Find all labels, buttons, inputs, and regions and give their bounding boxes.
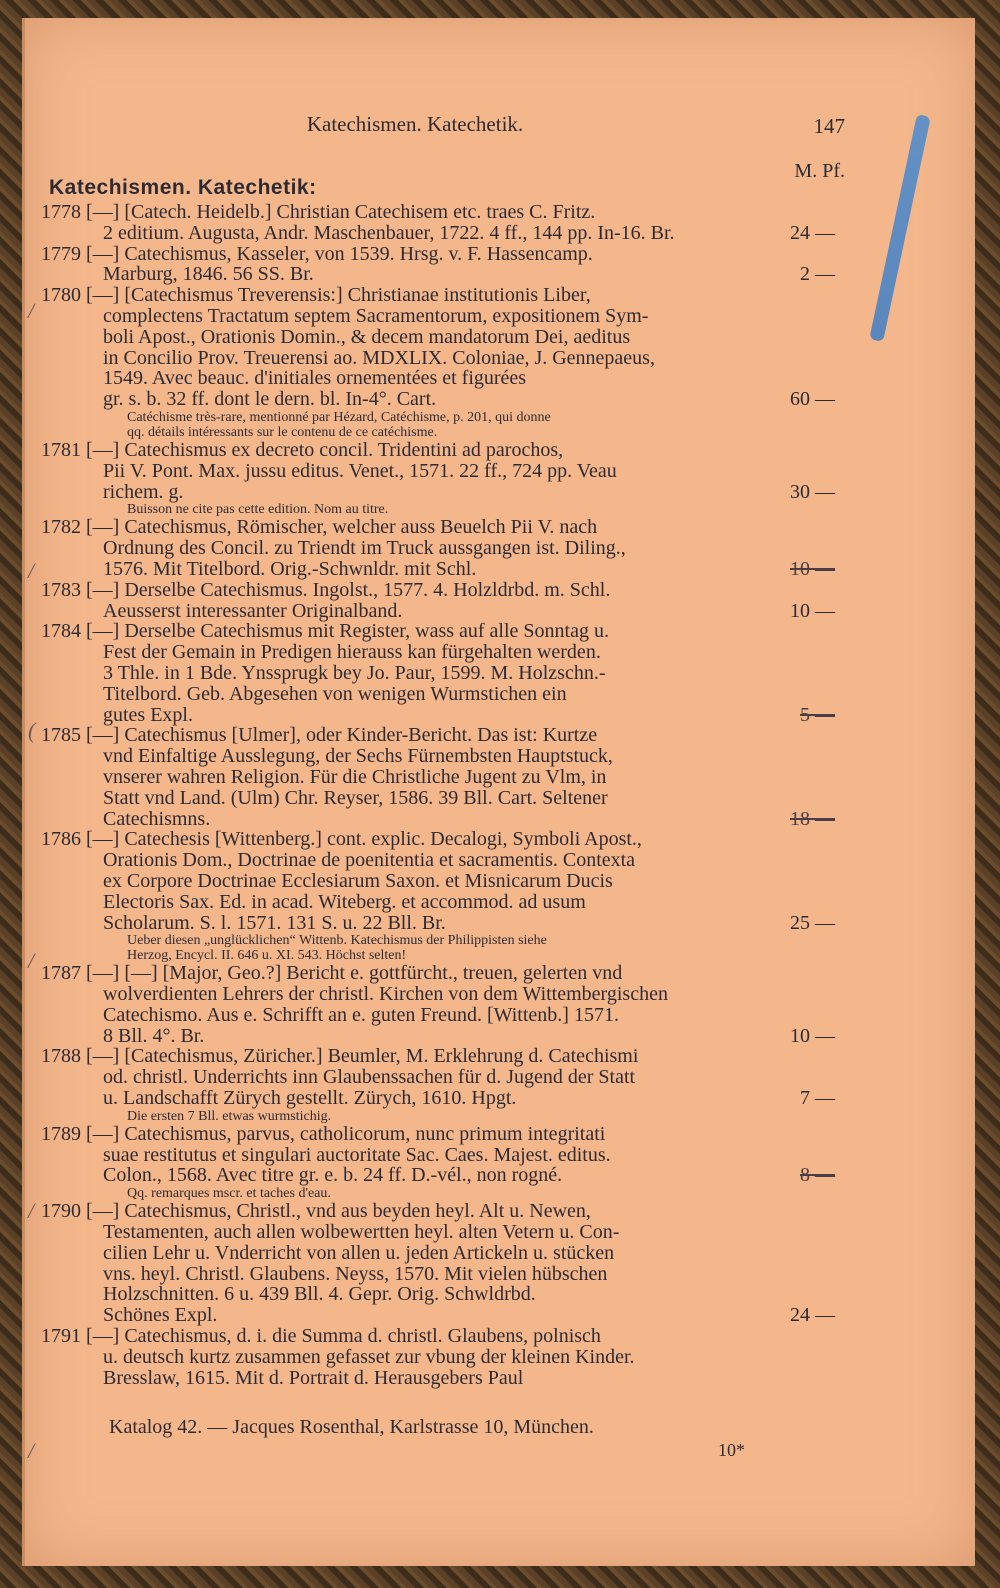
entry-line xyxy=(35,1368,835,1389)
entry-line-text: 1785 [—] Catechismus [Ulmer], oder Kinder-Bericht. Das ist: Kurtze xyxy=(41,724,598,747)
page-number: 147 xyxy=(813,114,845,138)
entry-line xyxy=(35,892,835,913)
entry-line-text: 1788 [—] [Catechismus, Züricher.] Beumler, M. Erklehrung d. Catechismi xyxy=(41,1045,639,1068)
running-title: Katechismen. Katechetik. xyxy=(306,112,524,136)
entry-line-text: 1786 [—] Catechesis [Wittenberg.] cont. explic. Decalogi, Symboli Apost., xyxy=(41,828,642,851)
entry-line xyxy=(35,306,835,327)
entry-line-text: 1789 [—] Catechismus, parvus, catholicorum, nunc primum integritati xyxy=(41,1122,606,1145)
entry-first-line xyxy=(35,580,835,601)
entry-price: 10 — xyxy=(790,599,835,622)
page-footer: Katalog 42. — Jacques Rosenthal, Karlstrasse 10, München. xyxy=(109,1416,594,1438)
entry-line xyxy=(35,223,835,244)
entry-line-text: Holzschnitten. 6 u. 439 Bll. 4. Gepr. Orig. Schwldrbd. xyxy=(103,1283,536,1306)
entry-line xyxy=(35,984,835,1005)
entry-line-text: 2 editium. Augusta, Andr. Maschenbauer, 1722. 4 ff., 144 pp. In-16. Br. xyxy=(103,221,675,244)
entry-note: Catéchisme très-rare, mentionné par Hézard, Catéchisme, p. 201, qui donne xyxy=(127,409,551,425)
entry-first-line xyxy=(35,285,835,306)
entry-line xyxy=(35,788,835,809)
entry-line-text: 1779 [—] Catechismus, Kasseler, von 1539. Hrsg. v. F. Hassencamp. xyxy=(41,242,593,265)
entry-line xyxy=(35,1264,835,1285)
entry-note: Herzog, Encycl. II. 646 u. XI. 543. Höchst selten! xyxy=(127,948,407,964)
entry-line xyxy=(35,1222,835,1243)
entry-line xyxy=(35,327,835,348)
catalog-entry xyxy=(35,725,835,829)
catalog-entry xyxy=(35,963,835,1046)
entry-line-text: Bresslaw, 1615. Mit d. Portrait d. Herausgebers Paul xyxy=(103,1366,524,1389)
entry-line xyxy=(35,559,835,580)
entry-line-text: Ordnung des Concil. zu Triendt im Truck aussgangen ist. Diling., xyxy=(103,537,626,560)
catalog-entry xyxy=(35,1326,835,1388)
entry-line-text: richem. g. xyxy=(103,480,184,503)
entry-line-text: Aeusserst interessanter Originalband. xyxy=(103,599,403,622)
page-header xyxy=(25,112,975,142)
entry-line-text: ex Corpore Doctrinae Ecclesiarum Saxon. et Misnicarum Ducis xyxy=(103,869,613,892)
entry-first-line xyxy=(35,829,835,850)
catalog-entry xyxy=(35,202,835,244)
entry-line-text: in Concilio Prov. Treuerensi ao. MDXLIX. Coloniae, J. Gennepaeus, xyxy=(103,346,655,369)
catalog-entry xyxy=(35,244,835,286)
entry-line-text: Catechismns. xyxy=(103,807,211,830)
entry-line-text: Statt vnd Land. (Ulm) Chr. Reyser, 1586. 39 Bll. Cart. Seltener xyxy=(103,786,608,809)
entry-line xyxy=(35,1005,835,1026)
entry-line-text: 1790 [—] Catechismus, Christl., vnd aus beyden heyl. Alt u. Newen, xyxy=(41,1200,591,1223)
entry-price: 2 — xyxy=(800,263,835,286)
catalog-page xyxy=(22,18,975,1566)
entry-line xyxy=(35,482,835,503)
entry-first-line xyxy=(35,1124,835,1145)
entry-line-text: gr. s. b. 32 ff. dont le dern. bl. In-4°. Cart. xyxy=(103,388,437,411)
entry-first-line xyxy=(35,1326,835,1347)
entry-line xyxy=(35,1088,835,1109)
entry-line-text: Testamenten, auch allen wolbewertten heyl. alten Vetern u. Con- xyxy=(103,1221,620,1244)
entry-line-text: 1784 [—] Derselbe Catechismus mit Register, wass auf alle Sonntag u. xyxy=(41,620,609,643)
entry-line-text: 3 Thle. in 1 Bde. Ynssprugk bey Jo. Paur, 1599. M. Holzschn.- xyxy=(103,661,606,684)
catalog-entry xyxy=(35,285,835,440)
entry-line xyxy=(35,809,835,830)
entry-line xyxy=(35,871,835,892)
entry-first-line xyxy=(35,1046,835,1067)
entry-line xyxy=(35,1067,835,1088)
entry-line-text: complectens Tractatum septem Sacramentorum, expositionem Sym- xyxy=(103,304,649,327)
entry-line xyxy=(35,913,835,934)
catalog-entry xyxy=(35,1201,835,1326)
entry-line-text: Titelbord. Geb. Abgesehen von wenigen Wurmstichen ein xyxy=(103,682,567,705)
entry-line-text: Pii V. Pont. Max. jussu editus. Venet., 1571. 22 ff., 724 pp. Veau xyxy=(103,459,617,482)
entry-price: 24 — xyxy=(790,1304,835,1327)
entry-price: 24 — xyxy=(790,221,835,244)
margin-pencil-marks: / / ( / / / xyxy=(28,298,36,1463)
entry-line xyxy=(35,1305,835,1326)
entry-line xyxy=(35,461,835,482)
entry-first-line xyxy=(35,1201,835,1222)
entry-line xyxy=(35,850,835,871)
price-column-head: M. Pf. xyxy=(794,160,845,182)
entry-line xyxy=(35,368,835,389)
entry-line-text: Catechismo. Aus e. Schrifft an e. guten Freund. [Wittenb.] 1571. xyxy=(103,1003,619,1026)
entry-line xyxy=(35,642,835,663)
entry-line-text: Colon., 1568. Avec titre gr. e. b. 24 ff. D.-vél., non rogné. xyxy=(103,1164,563,1187)
entry-line xyxy=(35,348,835,369)
entry-note: Qq. remarques mscr. et taches d'eau. xyxy=(127,1186,331,1202)
entry-price: 60 — xyxy=(790,388,835,411)
entry-line-text: 1780 [—] [Catechismus Treverensis:] Christianae institutionis Liber, xyxy=(41,284,591,307)
section-title: Katechismen. Katechetik: xyxy=(49,176,317,199)
entry-line-text: 1778 [—] [Catech. Heidelb.] Christian Catechisem etc. traes C. Fritz. xyxy=(41,201,596,223)
entry-line-text: 1783 [—] Derselbe Catechismus. Ingolst., 1577. 4. Holzldrbd. m. Schl. xyxy=(41,578,611,601)
entry-line xyxy=(35,1243,835,1264)
catalog-entry xyxy=(35,440,835,517)
entry-line-text: Orationis Dom., Doctrinae de poenitentia et sacramentis. Contexta xyxy=(103,849,636,872)
entry-line xyxy=(35,746,835,767)
entry-line-text: Marburg, 1846. 56 SS. Br. xyxy=(103,263,314,286)
entry-price: 10 — xyxy=(790,557,835,580)
entry-line xyxy=(35,663,835,684)
entry-line-text: u. Landschafft Zürych gestellt. Zürych, 1610. Hpgt. xyxy=(103,1087,517,1110)
entry-line-text: 1782 [—] Catechismus, Römischer, welcher auss Beuelch Pii V. nach xyxy=(41,516,598,539)
entry-first-line xyxy=(35,244,835,265)
entry-line-text: gutes Expl. xyxy=(103,703,193,726)
entry-note: Buisson ne cite pas cette edition. Nom au titre. xyxy=(127,502,389,518)
entry-line xyxy=(35,538,835,559)
entry-first-line xyxy=(35,517,835,538)
entry-line-text: wolverdienten Lehrers der christl. Kirchen von dem Wittembergischen xyxy=(103,983,668,1006)
entry-line-text: 1781 [—] Catechismus ex decreto concil. Tridentini ad parochos, xyxy=(41,438,564,461)
entry-price: 25 — xyxy=(790,911,835,934)
entry-note: qq. détails intéressants sur le contenu de ce catéchisme. xyxy=(127,424,438,440)
catalog-entry xyxy=(35,580,835,622)
entry-first-line xyxy=(35,202,835,223)
entry-first-line xyxy=(35,963,835,984)
entry-note: Die ersten 7 Bll. etwas wurmstichig. xyxy=(127,1108,332,1124)
catalog-entry xyxy=(35,829,835,963)
entry-line-text: Schönes Expl. xyxy=(103,1304,218,1327)
catalog-entry xyxy=(35,517,835,579)
entry-line-text: boli Apost., Orationis Domin., & decem mandatorum Dei, aeditus xyxy=(103,325,631,348)
catalog-entry xyxy=(35,1046,835,1123)
entry-line-text: suae restitutus et singulari auctoritate Sac. Caes. Majest. editus. xyxy=(103,1143,611,1166)
blue-pencil-mark xyxy=(869,114,931,342)
catalog-entries xyxy=(35,202,835,1388)
entry-line xyxy=(35,1145,835,1166)
entry-line xyxy=(35,389,835,410)
entry-first-line xyxy=(35,440,835,461)
entry-price: 18 — xyxy=(790,807,835,830)
entry-line-text: 1549. Avec beauc. d'initiales ornementées et figurées xyxy=(103,367,527,390)
entry-line-text: vnserer wahren Religion. Für die Christliche Jugent zu Vlm, in xyxy=(103,765,607,788)
entry-line-text: Scholarum. S. l. 1571. 131 S. u. 22 Bll. Br. xyxy=(103,911,446,934)
entry-price: 5 — xyxy=(800,703,835,726)
entry-line xyxy=(35,705,835,726)
catalog-entry xyxy=(35,1124,835,1201)
entry-line-text: Electoris Sax. Ed. in acad. Witeberg. et accommod. ad usum xyxy=(103,890,586,913)
entry-line-text: Fest der Gemain in Predigen hierauss kan fürgehalten werden. xyxy=(103,641,601,664)
entry-price: 10 — xyxy=(790,1024,835,1047)
entry-line xyxy=(35,684,835,705)
signature-mark: 10* xyxy=(718,1440,745,1460)
entry-price: 8 — xyxy=(800,1164,835,1187)
entry-line-text: 1576. Mit Titelbord. Orig.-Schwnldr. mit Schl. xyxy=(103,557,477,580)
entry-line xyxy=(35,1347,835,1368)
entry-price: 30 — xyxy=(790,480,835,503)
entry-line-text: cilien Lehr u. Vnderricht von allen u. jeden Artickeln u. stücken xyxy=(103,1241,615,1264)
catalog-entry xyxy=(35,621,835,725)
entry-line xyxy=(35,601,835,622)
entry-line xyxy=(35,1165,835,1186)
entry-line xyxy=(35,264,835,285)
entry-note: Ueber diesen „unglücklichen“ Wittenb. Katechismus der Philippisten siehe xyxy=(127,933,547,949)
entry-price: 7 — xyxy=(800,1087,835,1110)
entry-line-text: 1791 [—] Catechismus, d. i. die Summa d. christl. Glaubens, polnisch xyxy=(41,1325,601,1348)
entry-line-text: od. christl. Underrichts inn Glaubenssachen für d. Jugend der Statt xyxy=(103,1066,636,1089)
entry-line xyxy=(35,767,835,788)
entry-first-line xyxy=(35,621,835,642)
entry-line xyxy=(35,1026,835,1047)
entry-line-text: 8 Bll. 4°. Br. xyxy=(103,1024,205,1047)
entry-line xyxy=(35,1284,835,1305)
entry-line-text: 1787 [—] [—] [Major, Geo.?] Bericht e. gottfürcht., treuen, gelerten vnd xyxy=(41,962,623,985)
entry-line-text: u. deutsch kurtz zusammen gefasset zur vbung der kleinen Kinder. xyxy=(103,1345,635,1368)
entry-line-text: vns. heyl. Christl. Glaubens. Neyss, 1570. Mit vielen hübschen xyxy=(103,1262,608,1285)
entry-first-line xyxy=(35,725,835,746)
entry-line-text: vnd Einfaltige Ausslegung, der Sechs Fürnembsten Hauptstuck, xyxy=(103,745,613,768)
